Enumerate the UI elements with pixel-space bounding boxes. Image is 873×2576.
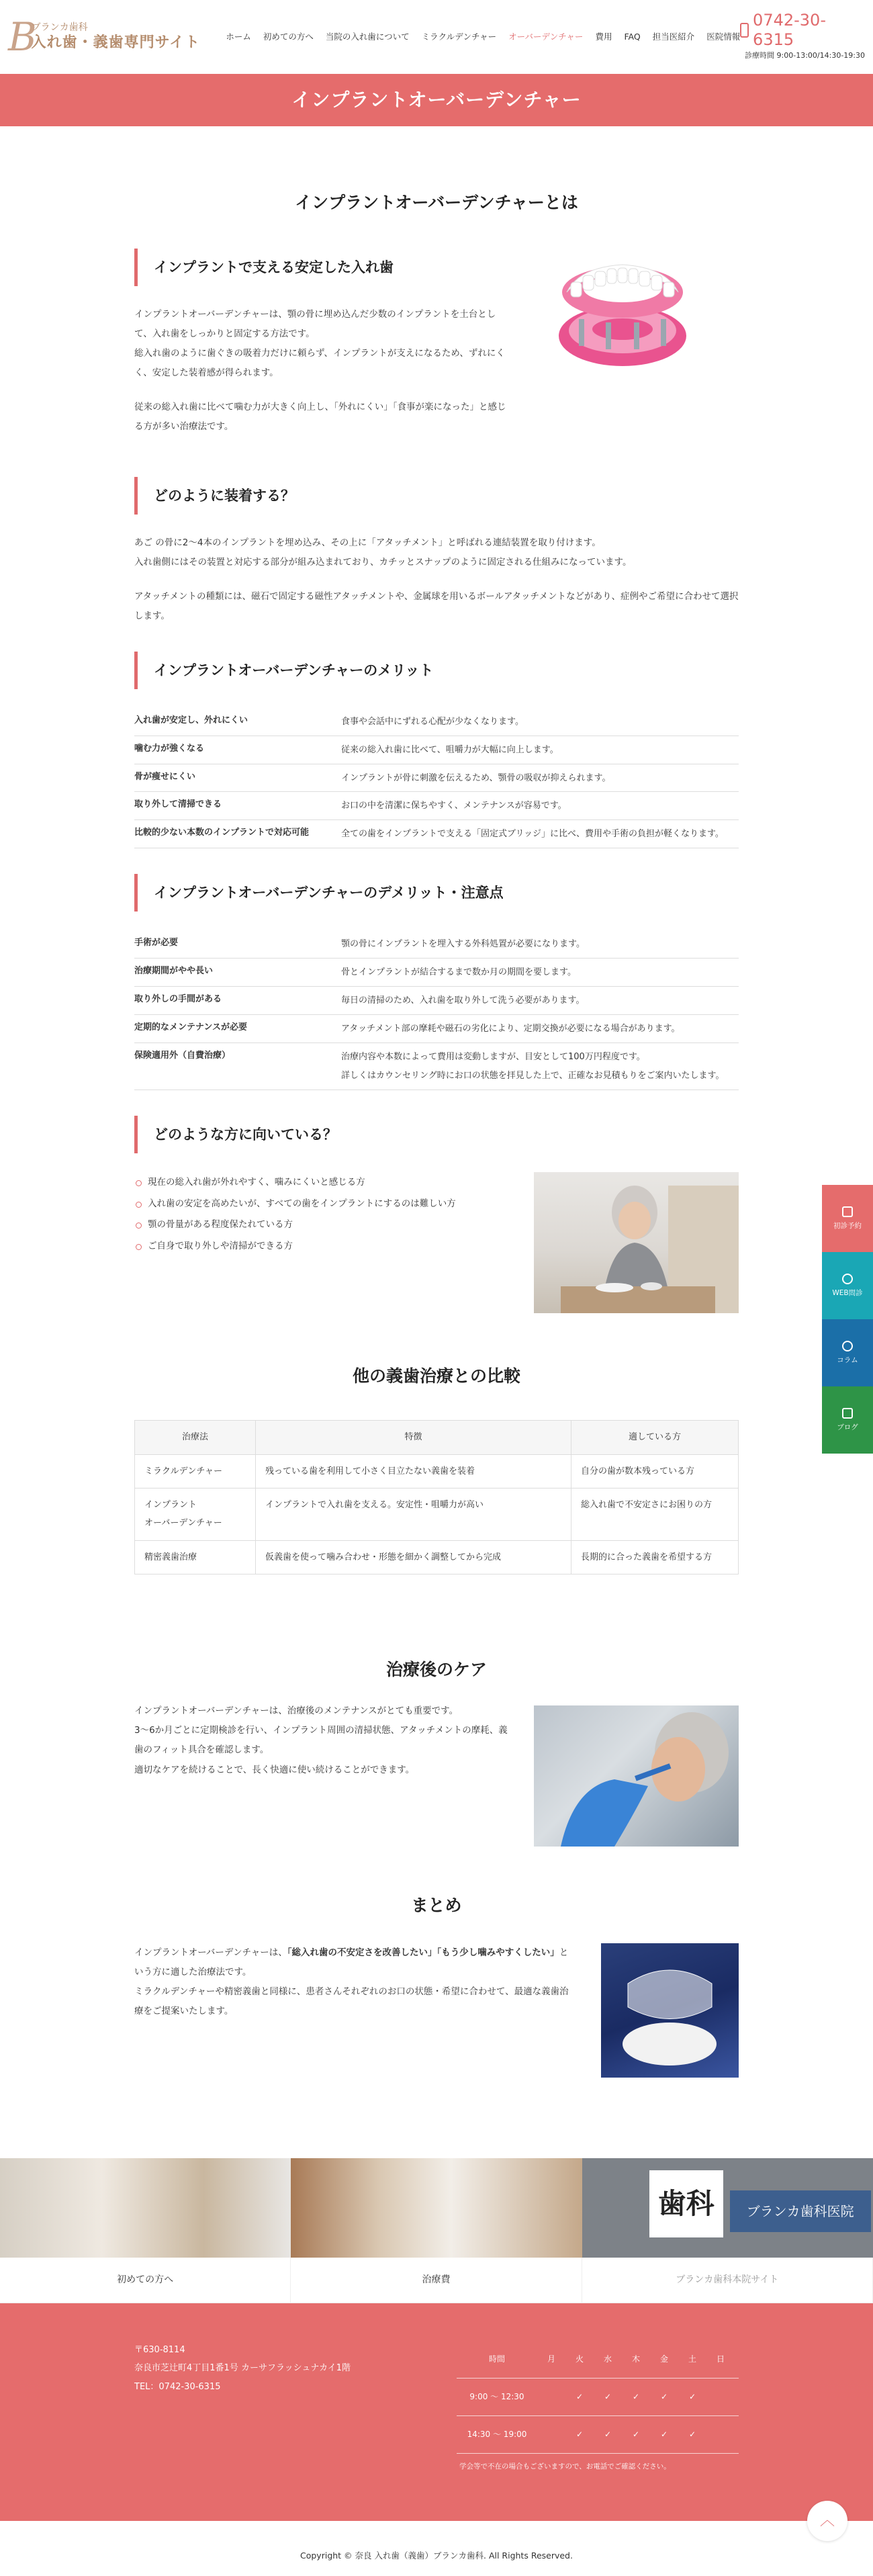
side-item-label: ブログ	[837, 1423, 858, 1431]
hours-cell: ✓	[688, 2430, 696, 2440]
merit-term: 入れ歯が安定し、外れにくい	[134, 715, 248, 725]
list-item: 入れ歯の安定を高めたいが、すべての歯をインプラントにするのは難しい方	[134, 1194, 456, 1215]
hours-cell: 月	[547, 2354, 555, 2364]
hours-cell: ✓	[604, 2430, 612, 2440]
demerit-row	[134, 930, 739, 959]
side-item-column[interactable]	[822, 1319, 873, 1386]
copyright: Copyright © 奈良 入れ歯（義歯）ブランカ歯科. All Rights Reserved.	[300, 2550, 573, 2561]
hours-note: 学会等で不在の場合もございますので、お電話でご確認ください。	[459, 2462, 671, 2471]
suits-section	[134, 1116, 739, 1313]
merit-row	[134, 792, 739, 820]
hours-cell: ✓	[576, 2430, 584, 2440]
summary-block	[134, 1943, 739, 2078]
table-cell: 精密義歯治療	[135, 1540, 256, 1574]
demerit-desc: 毎日の清掃のため、入れ歯を取り外して洗う必要があります。	[341, 995, 585, 1006]
side-item-label: WEB問診	[832, 1288, 863, 1297]
nav-clinic-info[interactable]: 医院情報	[706, 32, 741, 42]
merits-section	[134, 652, 739, 849]
hours-cell: ✓	[604, 2392, 612, 2402]
demerit-desc: 治療内容や本数によって費用は変動しますが、目安として100万円程度です。 詳しくはカウンセリング時にお口の状態を拝見した上で、正確なお見積もりをご案内いたします。	[341, 1052, 725, 1081]
footer-address-block	[134, 2341, 351, 2474]
hours-cell: ✓	[632, 2392, 640, 2402]
hours-cell: ✓	[632, 2430, 640, 2440]
nav-faq[interactable]: FAQ	[624, 32, 641, 42]
merit-row	[134, 764, 739, 793]
hours-table	[457, 2341, 739, 2474]
table-cell: 仮義歯を使って噛み合わせ・形態を細かく調整してから完成	[256, 1540, 571, 1574]
demerit-row	[134, 1015, 739, 1043]
care-block	[134, 1705, 739, 1847]
hours-row	[457, 2416, 739, 2454]
logo-title: 入れ歯・義歯専門サイト	[31, 34, 201, 51]
chevron-up-icon: ︿	[819, 2512, 835, 2530]
subheading-merits: インプラントオーバーデンチャーのメリット	[134, 652, 739, 689]
merit-desc: 全ての歯をインプラントで支える「固定式ブリッジ」に比べ、費用や手術の負担が軽くなります。	[341, 829, 724, 840]
nav-overdenture[interactable]: オーバーデンチャー	[508, 32, 584, 42]
site-footer	[0, 2303, 873, 2530]
clinic-interior-photo	[0, 2158, 291, 2258]
hours-cell: ✓	[660, 2392, 668, 2402]
suits-list	[134, 1172, 456, 1313]
table-cell: 残っている歯を利用して小さく目立たない義歯を装着	[256, 1454, 571, 1488]
section-heading-comparison: 他の義歯治療との比較	[352, 1366, 520, 1386]
pen-icon	[842, 1408, 853, 1419]
side-item-web-questionnaire[interactable]	[822, 1252, 873, 1319]
global-nav	[226, 29, 740, 45]
demerit-row	[134, 1043, 739, 1090]
header-hours: 診療時間 9:00-13:00/14:30-19:30	[745, 51, 865, 60]
brushing-photo	[534, 1705, 739, 1847]
banner-label: 治療費	[291, 2258, 582, 2303]
table-cell: ミラクルデンチャー	[135, 1454, 256, 1488]
demerit-row	[134, 987, 739, 1015]
summary-text-pre: インプラントオーバーデンチャーは、	[134, 1947, 287, 1958]
header-contact	[740, 11, 865, 63]
side-floating-nav	[822, 1185, 873, 1454]
table-cell: インプラントで入れ歯を支える。安定性・咀嚼力が高い	[256, 1489, 571, 1541]
column-header: 適している方	[571, 1421, 739, 1454]
section-heading-summary: まとめ	[411, 1896, 462, 1916]
hours-cell: 木	[631, 2354, 640, 2364]
summary-paragraph	[134, 1943, 571, 2063]
side-item-reservation[interactable]	[822, 1185, 873, 1252]
table-cell: インプラント オーバーデンチャー	[135, 1489, 256, 1541]
demerit-desc: 骨とインプラントが結合するまで数か月の期間を要します。	[341, 967, 576, 978]
merit-row	[134, 736, 739, 764]
intro-paragraph-2: 従来の総入れ歯に比べて噛む力が大きく向上し、「外れにくい」「食事が楽になった」と感じる方が多い治療法です。	[134, 401, 506, 432]
header-tel-number: 0742-30-6315	[753, 10, 826, 49]
merit-term: 骨が痩せにくい	[134, 771, 196, 782]
list-item: 現在の総入れ歯が外れやすく、噛みにくいと感じる方	[134, 1172, 456, 1194]
demerit-desc: アタッチメント部の摩耗や磁石の劣化により、定期交換が必要になる場合があります。	[341, 1024, 680, 1034]
nav-about-dentures[interactable]: 当院の入れ歯について	[325, 32, 410, 42]
subheading-demerits: インプラントオーバーデンチャーのデメリット・注意点	[134, 874, 739, 912]
hours-cell: ✓	[688, 2392, 696, 2402]
clinic-exterior-photo	[582, 2158, 873, 2258]
table-cell: 自分の歯が数本残っている方	[571, 1454, 739, 1488]
sign-board: 歯科	[649, 2170, 723, 2237]
nav-first-visit[interactable]: 初めての方へ	[263, 32, 314, 42]
merit-term: 取り外して清掃できる	[134, 799, 222, 810]
column-header: 治療法	[135, 1421, 256, 1454]
banner-label: 初めての方へ	[0, 2258, 291, 2303]
column-header: 特徴	[256, 1421, 571, 1454]
demerit-term: 治療期間がやや長い	[134, 966, 214, 977]
banner-main-site[interactable]	[582, 2158, 873, 2303]
hours-cell: ✓	[576, 2392, 584, 2402]
banner-first-visit[interactable]	[0, 2158, 291, 2303]
demerit-term: 保険適用外（自費治療）	[134, 1051, 231, 1061]
hours-cell: 水	[603, 2354, 612, 2364]
demerit-desc: 顎の骨にインプラントを埋入する外科処置が必要になります。	[341, 939, 585, 950]
table-row	[135, 1454, 739, 1488]
table-header-row	[135, 1421, 739, 1454]
attach-paragraph-1: あご の骨に2〜4本のインプラントを埋め込み、その上に「アタッチメント」と呼ばれる連結装置を取り付けます。 入れ歯側にはその装置と対応する部分が組み込まれており、カチッとスナップのように固定される仕組みになっています。	[134, 537, 632, 568]
merits-list	[134, 708, 739, 849]
merit-row	[134, 708, 739, 736]
nav-miracle-denture[interactable]: ミラクルデンチャー	[421, 32, 497, 42]
hours-cell: ✓	[660, 2430, 668, 2440]
nav-cost[interactable]: 費用	[595, 32, 612, 42]
logo-mark-icon: B	[8, 14, 37, 60]
demerits-list	[134, 930, 739, 1090]
page-title-bar	[0, 74, 873, 126]
table-cell: 総入れ歯で不安定さにお困りの方	[571, 1489, 739, 1541]
summary-text-bold: 「総入れ歯の不安定さを改善したい」「もう少し噛みやすくしたい」	[287, 1947, 559, 1958]
link-banners	[0, 2158, 873, 2303]
side-item-label: コラム	[837, 1356, 858, 1364]
hours-cell: 土	[688, 2354, 696, 2364]
hours-cell: 14:30 ～ 19:00	[467, 2430, 527, 2440]
nav-home[interactable]: ホーム	[226, 32, 251, 42]
section-heading-care: 治療後のケア	[385, 1659, 487, 1679]
list-item: ご自身で取り外しや清掃ができる方	[134, 1236, 456, 1257]
sign-clinic-name: ブランカ歯科医院	[730, 2190, 871, 2232]
subheading-suits: どのような方に向いている？	[134, 1116, 739, 1153]
demerits-section	[134, 874, 739, 1090]
hours-cell: 9:00 ～ 12:30	[469, 2392, 524, 2402]
main-content	[134, 187, 739, 2078]
intro-paragraph-1: インプラントオーバーデンチャーは、顎の骨に埋め込んだ少数のインプラントを土台として、入れ歯をしっかりと固定する方法です。 総入れ歯のように歯ぐきの吸着力だけに頼らず、インプラントが支えになるため、ずれにくく、安定した装着感が得られます。	[134, 308, 505, 378]
demerit-term: 手術が必要	[134, 938, 179, 948]
hours-cell: 時間	[488, 2354, 505, 2364]
hours-cell: 火	[575, 2354, 584, 2364]
footer-zip: 〒630-8114	[134, 2344, 185, 2355]
merit-row	[134, 820, 739, 848]
merit-term: 噛む力が強くなる	[134, 743, 205, 754]
denture-model-photo	[601, 1943, 739, 2078]
merit-desc: 従来の総入れ歯に比べて、咀嚼力が大幅に向上します。	[341, 744, 559, 755]
back-to-top-button[interactable]	[807, 2501, 847, 2541]
overdenture-illustration	[552, 255, 693, 373]
demerit-term: 取り外しの手間がある	[134, 994, 222, 1005]
heart-icon	[842, 1274, 853, 1284]
merit-desc: 食事や会話中にずれる心配が少なくなります。	[341, 716, 524, 727]
logo-subtitle: ブランカ歯科	[31, 21, 88, 33]
hours-cell: 日	[716, 2354, 725, 2364]
table-cell: 長期的に合った義歯を希望する方	[571, 1540, 739, 1574]
side-item-blog[interactable]	[822, 1386, 873, 1454]
demerit-row	[134, 959, 739, 987]
hours-header-row	[457, 2341, 739, 2379]
info-icon	[842, 1341, 853, 1351]
banner-cost[interactable]	[291, 2158, 582, 2303]
nav-doctor[interactable]: 担当医紹介	[652, 32, 695, 42]
merit-term: 比較的少ない本数のインプラントで対応可能	[134, 828, 310, 838]
calendar-icon	[842, 1206, 853, 1217]
table-row	[135, 1540, 739, 1574]
hallway-photo	[291, 2158, 582, 2258]
site-logo[interactable]	[8, 14, 226, 60]
page-title: インプラントオーバーデンチャー	[291, 89, 582, 112]
hours-cell: 金	[659, 2354, 668, 2364]
footer-address: 奈良市芝辻町4丁目1番1号 カーサフラッシュナカイ1階	[134, 2363, 351, 2374]
summary-text-post: という方に適した治療法です。 ミラクルデンチャーや精密義歯と同様に、患者さんそれぞれのお口の状態・希望に合わせて、最適な義歯治療をご提案いたします。	[134, 1947, 569, 2016]
side-item-label: 初診予約	[833, 1221, 862, 1230]
merit-desc: インプラントが骨に刺激を伝えるため、顎骨の吸収が抑えられます。	[341, 772, 611, 783]
hours-row	[457, 2379, 739, 2416]
comparison-table	[134, 1420, 739, 1574]
phone-icon	[740, 23, 749, 38]
section-heading-about: インプラントオーバーデンチャーとは	[295, 193, 578, 212]
how-attach-section	[134, 477, 739, 626]
site-header	[0, 0, 873, 74]
subheading-stable: インプラントで支える安定した入れ歯	[134, 249, 510, 286]
subheading-how-attach: どのように装着する？	[134, 477, 739, 515]
table-row	[135, 1489, 739, 1541]
attach-paragraph-2: アタッチメントの種類には、磁石で固定する磁性アタッチメントや、金属球を用いるボールアタッチメントなどがあり、症例やご希望に合わせて選択します。	[134, 590, 739, 621]
footer-tel[interactable]: TEL：0742-30-6315	[134, 2381, 221, 2392]
header-tel-link[interactable]	[740, 11, 865, 50]
elderly-woman-photo	[534, 1172, 739, 1313]
intro-block	[134, 249, 739, 451]
care-paragraph: インプラントオーバーデンチャーは、治療後のメンテナンスがとても重要です。 3〜6か月ごとに定期検診を行い、インプラント周囲の清掃状態、アタッチメントの摩耗、義歯のフィット具合を確認します。 適切なケアを続けることで、長く快適に使い続けることができます。	[134, 1705, 508, 1775]
merit-desc: お口の中を清潔に保ちやすく、メンテナンスが容易です。	[341, 801, 567, 811]
banner-label: ブランカ歯科本院サイト	[582, 2258, 873, 2303]
list-item: 顎の骨量がある程度保たれている方	[134, 1214, 456, 1236]
demerit-term: 定期的なメンテナンスが必要	[134, 1022, 247, 1033]
